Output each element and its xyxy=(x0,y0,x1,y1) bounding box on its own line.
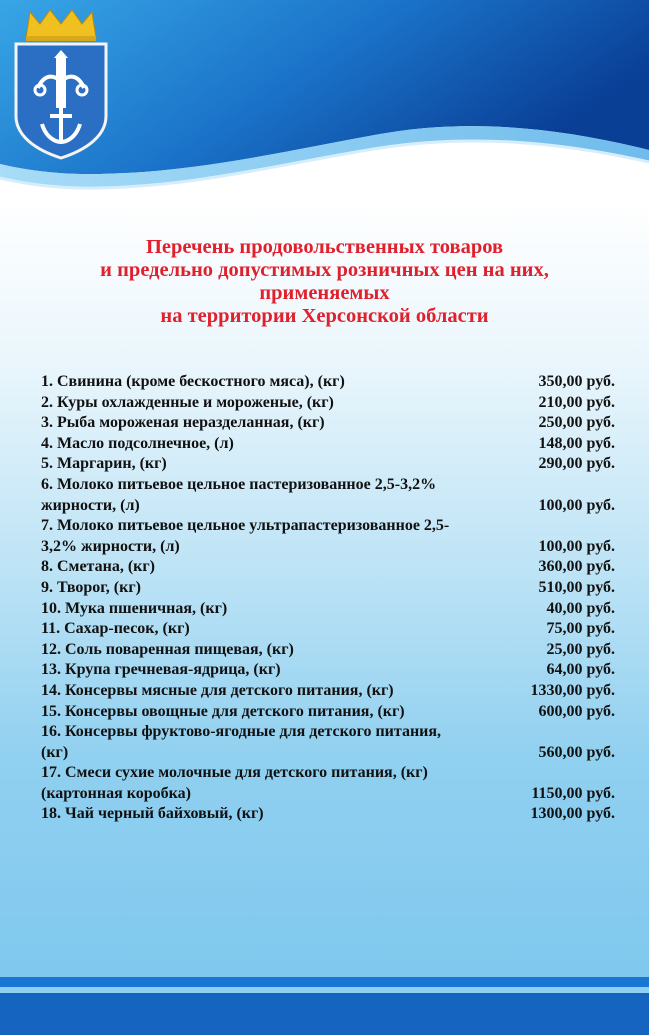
item-price: 1330,00 руб. xyxy=(530,681,615,699)
list-item xyxy=(41,763,615,804)
item-price: 350,00 руб. xyxy=(538,373,615,390)
list-item xyxy=(41,516,615,557)
list-item xyxy=(41,578,615,599)
item-price: 40,00 руб. xyxy=(546,599,615,617)
list-item xyxy=(41,393,615,414)
item-name: 10. Мука пшеничная, (кг) xyxy=(41,599,228,617)
list-item xyxy=(41,599,615,620)
item-name: 14. Консервы мясные для детского питания, (кг) xyxy=(41,681,394,699)
item-name: 5. Маргарин, (кг) xyxy=(41,455,167,473)
item-name: 12. Соль поваренная пищевая, (кг) xyxy=(41,640,294,658)
item-price: 290,00 руб. xyxy=(538,455,615,473)
item-price: 100,00 руб. xyxy=(538,496,615,514)
list-item xyxy=(41,804,615,825)
item-price: 560,00 руб. xyxy=(538,743,615,761)
item-price: 360,00 руб. xyxy=(538,558,615,576)
item-name: 9. Творог, (кг) xyxy=(41,578,141,596)
item-price: 210,00 руб. xyxy=(538,393,615,411)
coat-of-arms-icon xyxy=(10,4,112,160)
list-item xyxy=(41,434,615,455)
list-item xyxy=(41,722,615,763)
item-name: 7. Молоко питьевое цельное ультрапастеризованное 2,5- 3,2% жирности, (л) xyxy=(41,517,450,555)
list-item xyxy=(41,454,615,475)
item-name: 2. Куры охлажденные и мороженые, (кг) xyxy=(41,393,334,411)
item-price: 600,00 руб. xyxy=(538,702,615,720)
item-name: 18. Чай черный байховый, (кг) xyxy=(41,805,264,823)
item-price: 75,00 руб. xyxy=(546,620,615,638)
list-item xyxy=(41,660,615,681)
item-name: 13. Крупа гречневая-ядрица, (кг) xyxy=(41,661,281,679)
item-price: 100,00 руб. xyxy=(538,537,615,555)
price-list xyxy=(41,372,615,825)
item-price: 250,00 руб. xyxy=(538,414,615,432)
item-name: 6. Молоко питьевое цельное пастеризованное 2,5-3,2% жирности, (л) xyxy=(41,475,437,514)
page-title xyxy=(0,236,649,328)
list-item xyxy=(41,702,615,723)
item-name: 15. Консервы овощные для детского питания, (кг) xyxy=(41,702,405,720)
list-item xyxy=(41,413,615,434)
item-name: 4. Масло подсолнечное, (л) xyxy=(41,434,234,452)
title-line: применяемых xyxy=(259,282,390,304)
title-line: на территории Херсонской области xyxy=(160,305,489,327)
list-item xyxy=(41,372,615,393)
item-name: 16. Консервы фруктово-ягодные для детского питания, (кг) xyxy=(41,723,442,761)
title-line: и предельно допустимых розничных цен на них, xyxy=(100,259,549,281)
list-item xyxy=(41,475,615,516)
list-item xyxy=(41,619,615,640)
item-price: 1300,00 руб. xyxy=(530,805,615,823)
item-price: 25,00 руб. xyxy=(546,640,615,658)
item-price: 510,00 руб. xyxy=(538,578,615,596)
item-name: 8. Сметана, (кг) xyxy=(41,558,155,576)
item-price: 1150,00 руб. xyxy=(531,784,615,802)
item-name: 1. Свинина (кроме бескостного мяса), (кг) xyxy=(41,373,345,390)
item-name: 11. Сахар-песок, (кг) xyxy=(41,620,190,638)
item-price: 148,00 руб. xyxy=(538,434,615,452)
list-item xyxy=(41,557,615,578)
item-name: 17. Смеси сухие молочные для детского питания, (кг) (картонная коробка) xyxy=(41,764,428,802)
list-item xyxy=(41,640,615,661)
item-price: 64,00 руб. xyxy=(546,661,615,679)
list-item xyxy=(41,681,615,702)
title-line: Перечень продовольственных товаров xyxy=(145,236,504,258)
footer-stripes xyxy=(0,977,649,1035)
item-name: 3. Рыба мороженая неразделанная, (кг) xyxy=(41,414,325,432)
